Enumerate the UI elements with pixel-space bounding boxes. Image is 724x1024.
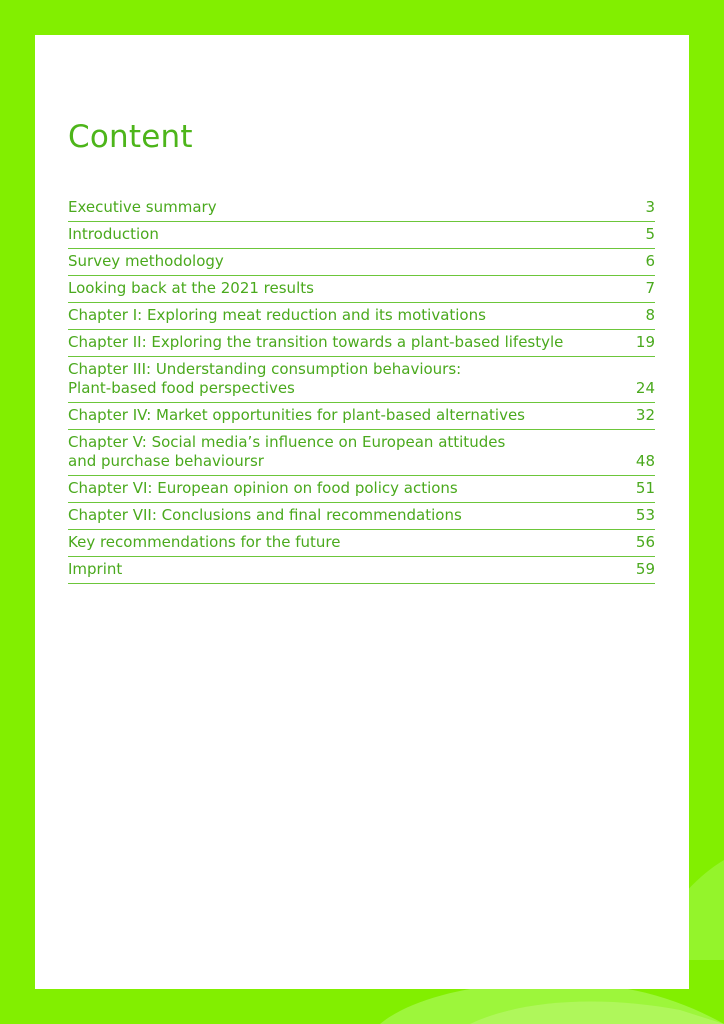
toc-entry-title [68,360,626,398]
toc-entry-title [68,225,635,244]
toc-entry-title [68,560,626,579]
toc-entry[interactable] [68,503,655,530]
toc-entry-page-number: 19 [635,333,655,351]
toc-entry-title-line: Survey methodology [68,252,224,270]
toc-entry-title [68,306,635,325]
content-page [35,35,689,989]
toc-entry-title-line: Plant-based food perspectives [68,379,295,397]
toc-entry[interactable] [68,557,655,584]
toc-entry-title-line: Chapter II: Exploring the transition towards a plant-based lifestyle [68,333,564,351]
toc-entry-title-line: Chapter I: Exploring meat reduction and its motivations [68,306,486,324]
toc-entry-title-line: Executive summary [68,198,217,216]
toc-entry-page-number: 3 [645,198,655,216]
toc-entry[interactable] [68,403,655,430]
toc-entry-page-number: 51 [635,479,655,497]
table-of-contents [68,195,655,584]
toc-entry-title-line: Key recommendations for the future [68,533,341,551]
toc-entry-title-line: Chapter V: Social media’s influence on European attitudes [68,433,506,451]
toc-entry-title [68,506,626,525]
toc-entry-page-number: 5 [645,225,655,243]
toc-entry-title [68,198,635,217]
toc-entry-title [68,533,626,552]
toc-entry-title-line: Chapter IV: Market opportunities for plant-based alternatives [68,406,526,424]
toc-entry-page-number: 56 [635,533,655,551]
toc-entry-page-number: 59 [635,560,655,578]
toc-entry-title-line: and purchase behavioursr [68,452,264,470]
toc-entry-title-line: Chapter III: Understanding consumption behaviours: [68,360,462,378]
toc-entry-title [68,433,626,471]
toc-entry-page-number: 6 [645,252,655,270]
toc-entry-title [68,279,635,298]
toc-entry-title-line: Looking back at the 2021 results [68,279,314,297]
toc-entry[interactable] [68,357,655,403]
toc-entry[interactable] [68,195,655,222]
toc-entry-page-number: 7 [645,279,655,297]
toc-entry[interactable] [68,222,655,249]
toc-entry[interactable] [68,303,655,330]
toc-entry[interactable] [68,530,655,557]
toc-entry-title [68,252,635,271]
toc-entry[interactable] [68,330,655,357]
toc-entry-title-line: Introduction [68,225,159,243]
toc-entry-page-number: 8 [645,306,655,324]
toc-entry-title-line: Chapter VII: Conclusions and final recommendations [68,506,462,524]
toc-entry[interactable] [68,476,655,503]
toc-entry[interactable] [68,430,655,476]
toc-entry-page-number: 53 [635,506,655,524]
page-title: Content [68,119,193,155]
toc-entry-page-number: 32 [635,406,655,424]
toc-entry-title-line: Chapter VI: European opinion on food policy actions [68,479,458,497]
toc-entry-page-number: 48 [635,452,655,470]
toc-entry-title [68,479,626,498]
toc-entry[interactable] [68,249,655,276]
toc-entry-title [68,406,626,425]
toc-entry-title [68,333,626,352]
toc-entry[interactable] [68,276,655,303]
toc-entry-title-line: Imprint [68,560,123,578]
toc-entry-page-number: 24 [635,379,655,397]
